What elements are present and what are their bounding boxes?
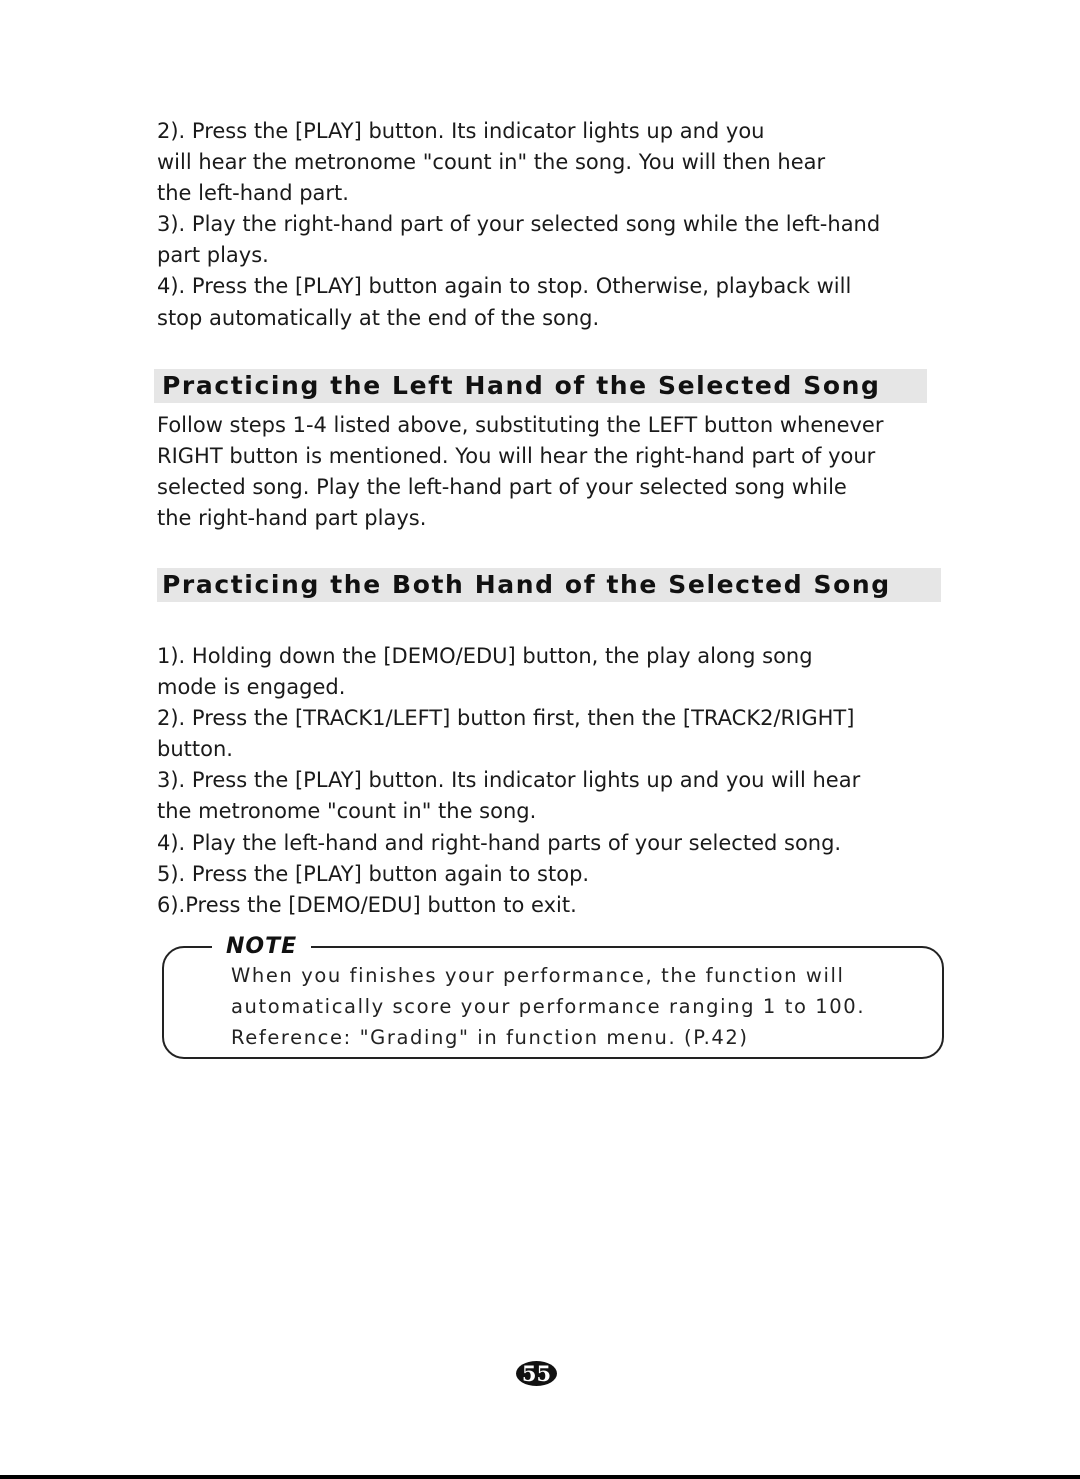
- page-bottom-border: [0, 1475, 1080, 1479]
- step-item: 2). Press the [TRACK1/LEFT] button first, then the [TRACK2/RIGHT] button.: [157, 706, 855, 762]
- step-item: 3). Press the [PLAY] button. Its indicator lights up and you will hear the metronome "count in" the song.: [157, 768, 861, 824]
- note-label: NOTE: [212, 931, 311, 963]
- left-hand-section-body: [157, 410, 987, 534]
- step-item: 1). Holding down the [DEMO/EDU] button, the play along song mode is engaged.: [157, 644, 813, 700]
- step-item: 5). Press the [PLAY] button again to stop.: [157, 861, 590, 886]
- left-hand-section-heading: Practicing the Left Hand of the Selected Song: [154, 369, 927, 403]
- note-text: When you finishes your performance, the function will automatically score your performance ranging 1 to 100. Reference: "Grading" in function menu. (P.42): [231, 964, 866, 1049]
- both-hand-section-heading: Practicing the Both Hand of the Selected Song: [157, 568, 941, 602]
- page-number: 55: [516, 1361, 557, 1386]
- both-hand-steps-list: [157, 641, 987, 921]
- intro-steps-text: 2). Press the [PLAY] button. Its indicator lights up and you will hear the metronome "count in" the song. You will then hear the left-hand part. 3). Play the right-hand part of your selected song while the left-hand part plays. 4). Press the [PLAY] button again to stop. Otherwise, playback will stop automatically at the end of the song.: [157, 119, 881, 330]
- intro-steps-block: [157, 116, 987, 334]
- step-item: 6).Press the [DEMO/EDU] button to exit.: [157, 892, 577, 917]
- step-item: 4). Play the left-hand and right-hand parts of your selected song.: [157, 830, 842, 855]
- left-hand-body-text: Follow steps 1-4 listed above, substituting the LEFT button whenever RIGHT button is mentioned. You will hear the right-hand part of your selected song. Play the left-hand part of your selected song while the right-hand part plays.: [157, 413, 884, 531]
